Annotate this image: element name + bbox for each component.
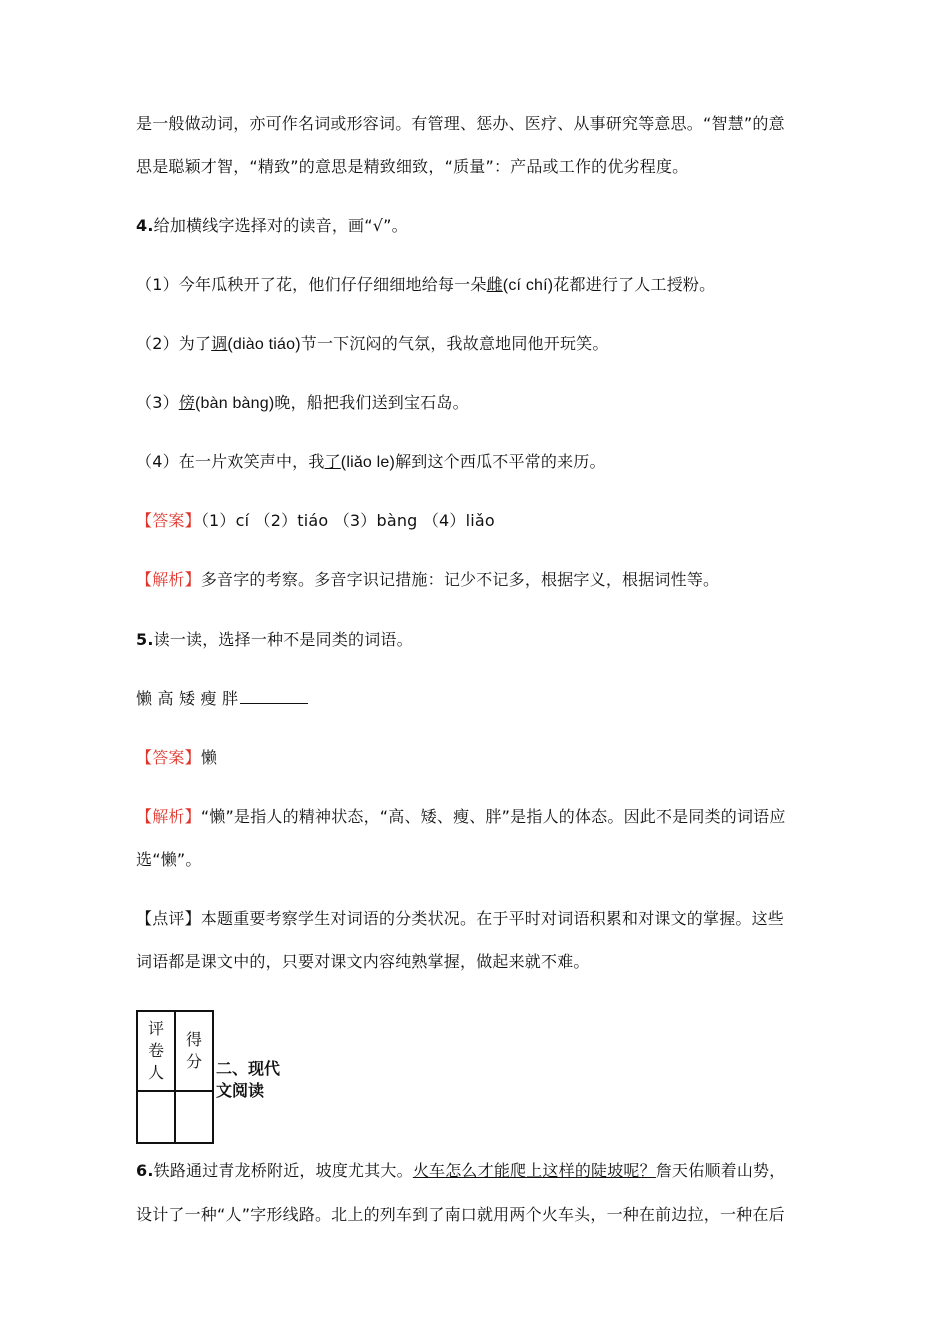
q5-heading — [136, 630, 413, 650]
q4-item-number: （1） — [136, 275, 179, 294]
score-cell[interactable] — [175, 1091, 213, 1143]
q4-item-2 — [136, 334, 609, 355]
q5-comment-line-2: 词语都是课文中的，只要对课文内容纯熟掌握，做起来就不难。 — [136, 952, 590, 971]
q4-answer — [136, 511, 495, 531]
grader-header — [137, 1011, 175, 1091]
q5-comment-line-1: 【点评】本题重要考察学生对词语的分类状况。在于平时对词语积累和对课文的掌握。这些 — [136, 909, 785, 928]
q6-line-1 — [136, 1161, 785, 1181]
q4-item-text: 晚，船把我们送到宝石岛。 — [274, 393, 469, 412]
q4-number: 4. — [136, 216, 154, 235]
analysis-label: 【解析】 — [136, 570, 201, 589]
q4-answer-text: （1）cí （2）tiáo （3）bàng （4）liǎo — [200, 511, 495, 530]
answer-label: 【答案】 — [136, 748, 201, 767]
q4-item-text: 节一下沉闷的气氛，我故意地同他开玩笑。 — [300, 334, 609, 353]
q5-answer-text: 懒 — [200, 748, 218, 767]
q4-item-number: （4） — [136, 452, 179, 471]
q4-item-text: 解到这个西瓜不平常的来历。 — [395, 452, 606, 471]
q4-analysis — [136, 570, 719, 590]
q4-item-target-char: 了 — [324, 452, 341, 471]
q6-text: 铁路通过青龙桥附近，坡度尤其大。 — [153, 1161, 413, 1180]
q5-number: 5. — [136, 630, 154, 649]
q4-item-target-char: 雌 — [486, 275, 503, 294]
q5-analysis — [136, 807, 786, 827]
q4-item-text: 在一片欢笑声中，我 — [178, 452, 325, 471]
q4-item-3 — [136, 393, 469, 414]
q4-item-1 — [136, 275, 715, 296]
q4-item-text: 为了 — [178, 334, 212, 353]
intro-line-2: 思是聪颖才智，“精致”的意思是精致细致，“质量”：产品或工作的优劣程度。 — [136, 157, 689, 176]
q4-heading — [136, 216, 408, 236]
grader-cell[interactable] — [137, 1091, 175, 1143]
section-title: 二、现代文阅读 — [216, 1059, 281, 1100]
q4-item-target-char: 调 — [211, 334, 228, 353]
analysis-label: 【解析】 — [136, 807, 201, 826]
q5-answer — [136, 748, 217, 768]
q4-item-number: （3） — [136, 393, 179, 412]
score-header — [175, 1011, 213, 1091]
score-label: 得分 — [185, 1030, 202, 1071]
q5-analysis-line-2: 选“懒”。 — [136, 850, 202, 869]
q5-word-list: 懒 高 矮 瘦 胖 — [136, 689, 239, 708]
q6-line-2: 设计了一种“人”字形线路。北上的列车到了南口就用两个火车头，一种在前边拉，一种在后 — [136, 1205, 785, 1224]
q4-title: 给加横线字选择对的读音，画“√”。 — [153, 216, 408, 235]
q6-number: 6. — [136, 1161, 154, 1180]
answer-label: 【答案】 — [136, 511, 201, 530]
q4-item-text: 今年瓜秧开了花，他们仔仔细细地给每一朵 — [178, 275, 487, 294]
q5-words — [136, 689, 308, 709]
q6-text: 詹天佑顺着山势， — [655, 1161, 786, 1180]
q4-item-pinyin: (diào tiáo) — [227, 336, 301, 353]
q4-item-pinyin: (bàn bàng) — [194, 395, 275, 412]
q4-item-4 — [136, 452, 606, 473]
score-table — [136, 1010, 214, 1144]
q4-item-number: （2） — [136, 334, 179, 353]
q4-item-pinyin: (cí chí) — [502, 277, 554, 294]
q4-item-pinyin: (liǎo le) — [340, 454, 396, 471]
q4-item-text: 花都进行了人工授粉。 — [553, 275, 716, 294]
grader-label: 评卷人 — [147, 1019, 164, 1082]
q5-title: 读一读，选择一种不是同类的词语。 — [153, 630, 413, 649]
q6-underlined-sentence: 火车怎么才能爬上这样的陡坡呢？ — [412, 1161, 656, 1180]
q4-analysis-text: 多音字的考察。多音字识记措施：记少不记多，根据字义，根据词性等。 — [200, 570, 720, 589]
intro-line-1: 是一般做动词，亦可作名词或形容词。有管理、惩办、医疗、从事研究等意思。“智慧”的意 — [136, 114, 785, 133]
q4-item-target-char: 傍 — [178, 393, 195, 412]
q5-analysis-text: “懒”是指人的精神状态，“高、矮、瘦、胖”是指人的体态。因此不是同类的词语应 — [200, 807, 786, 826]
q5-answer-blank[interactable] — [240, 689, 308, 704]
